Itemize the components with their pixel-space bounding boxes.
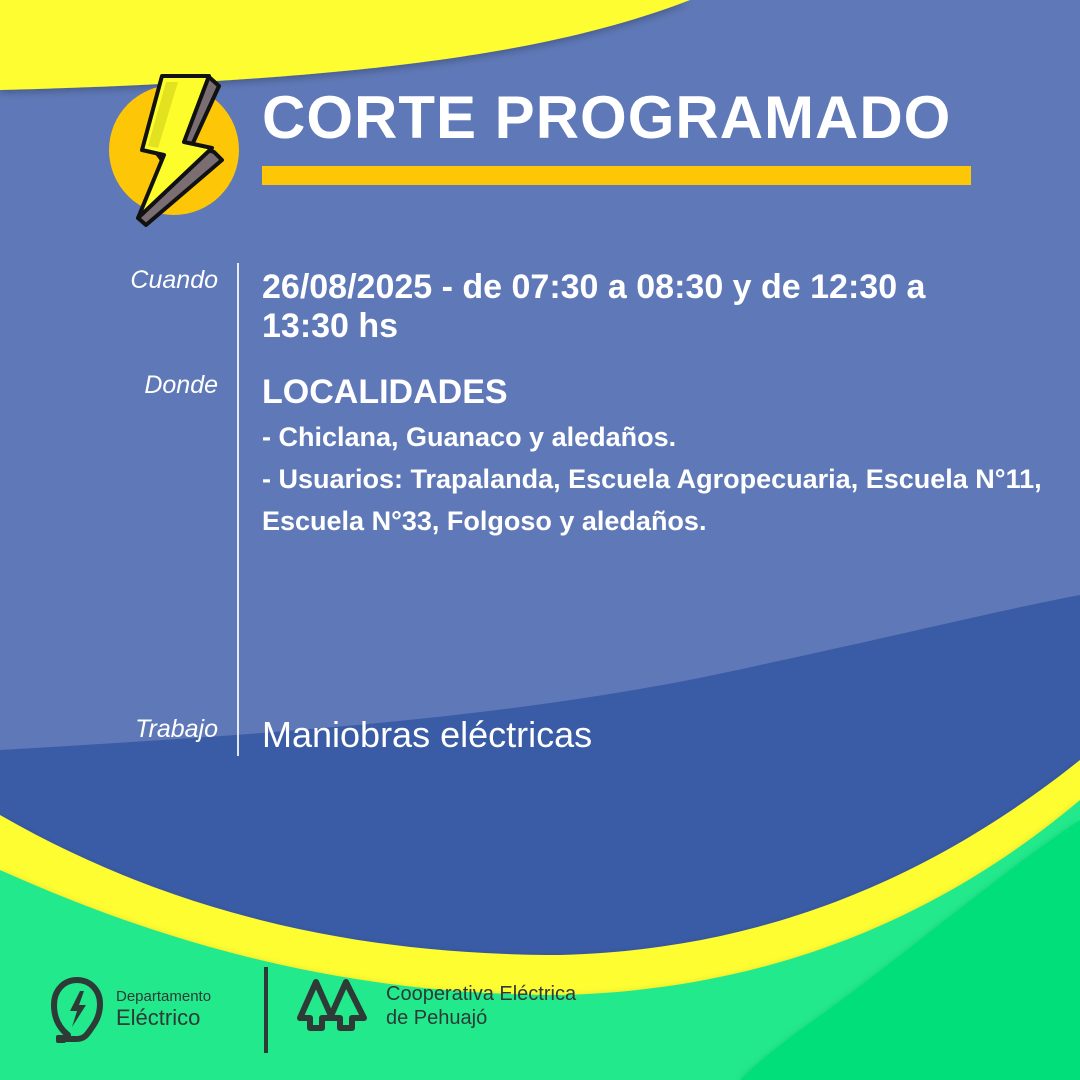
when-value: 26/08/2025 - de 07:30 a 08:30 y de 12:30 a 13:30 hs (262, 268, 926, 345)
plug-bolt-icon (50, 975, 104, 1043)
title-underline (262, 166, 971, 185)
where-heading: LOCALIDADES (262, 373, 508, 411)
department-line2: Eléctrico (116, 1005, 201, 1030)
work-label: Trabajo (135, 715, 218, 743)
cooperative-logo (296, 978, 576, 1034)
department-logo (50, 975, 211, 1043)
cooperative-line1: Cooperativa Eléctrica (386, 983, 577, 1005)
where-line: - Chiclana, Guanaco y aledaños. (262, 422, 677, 452)
work-value: Maniobras eléctricas (262, 714, 593, 755)
when-label: Cuando (130, 266, 218, 294)
where-list (262, 416, 1042, 542)
where-line: - Usuarios: Trapalanda, Escuela Agropecuaria, Escuela N°11, Escuela N°33, Folgoso y aledaños. (262, 464, 1042, 536)
cooperative-line2: de Pehuajó (386, 1007, 488, 1029)
department-line1: Departamento (116, 988, 212, 1005)
lightning-bolt-icon (104, 70, 244, 230)
twin-trees-icon (296, 978, 370, 1034)
where-label: Donde (144, 371, 218, 399)
page-title: CORTE PROGRAMADO (262, 84, 952, 151)
vertical-divider (237, 263, 239, 756)
footer-separator (264, 967, 268, 1053)
